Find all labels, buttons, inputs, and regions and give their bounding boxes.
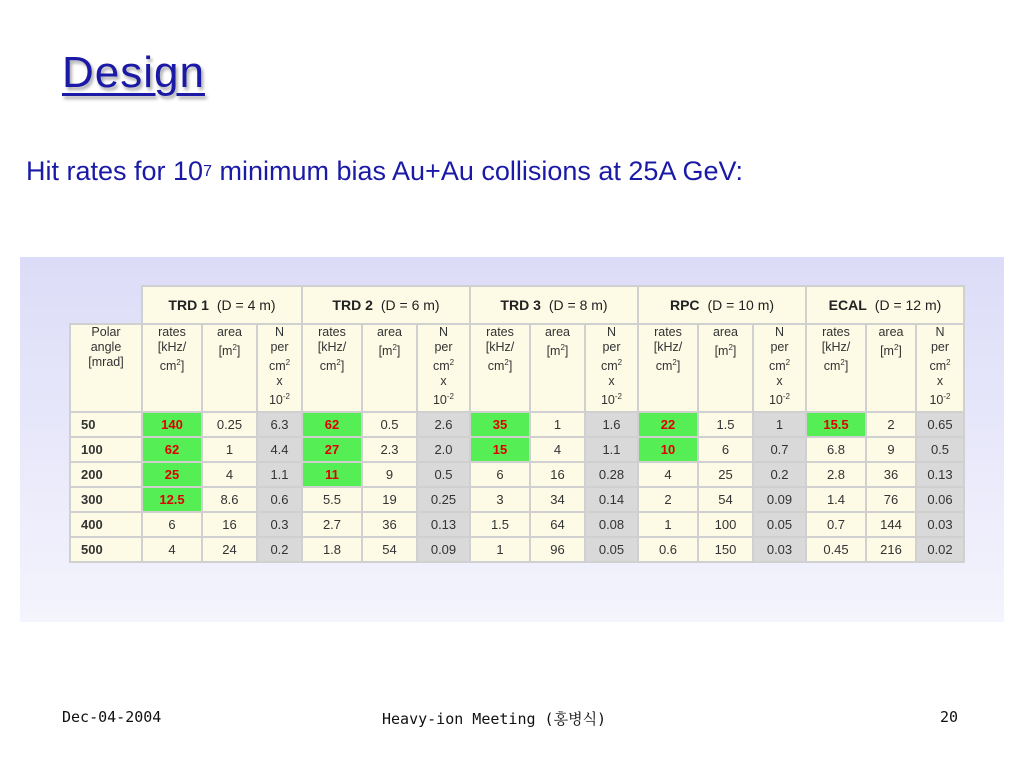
n-cell: 0.09 bbox=[417, 537, 470, 562]
rate-cell: 11 bbox=[302, 462, 362, 487]
rate-cell: 1.5 bbox=[470, 512, 530, 537]
area-cell: 54 bbox=[362, 537, 417, 562]
n-cell: 2.0 bbox=[417, 437, 470, 462]
area-cell: 0.5 bbox=[362, 412, 417, 437]
area-cell: 96 bbox=[530, 537, 585, 562]
rate-cell: 2.8 bbox=[806, 462, 866, 487]
polar-angle-cell: 200 bbox=[70, 462, 142, 487]
slide-title: Design bbox=[62, 48, 205, 97]
detector-header-row bbox=[70, 286, 964, 324]
subtitle-suffix: minimum bias Au+Au collisions at 25A GeV: bbox=[211, 156, 743, 186]
n-cell: 6.3 bbox=[257, 412, 302, 437]
rate-cell: 62 bbox=[142, 437, 202, 462]
area-header: area $[m^2]$ bbox=[202, 324, 257, 412]
rate-cell: 15 bbox=[470, 437, 530, 462]
rate-cell: 3 bbox=[470, 487, 530, 512]
footer-page-number: 20 bbox=[940, 708, 959, 726]
area-cell: 150 bbox=[698, 537, 753, 562]
area-cell: 36 bbox=[362, 512, 417, 537]
rate-cell: 1.8 bbox=[302, 537, 362, 562]
area-cell: 0.25 bbox=[202, 412, 257, 437]
rate-cell: 4 bbox=[638, 462, 698, 487]
n-cell: 0.02 bbox=[916, 537, 964, 562]
rates-header: rates [kHz/ $cm^2$] bbox=[142, 324, 202, 412]
detector-header: ECAL (D = 12 m) bbox=[806, 286, 964, 324]
detector-header: RPC (D = 10 m) bbox=[638, 286, 806, 324]
area-cell: 100 bbox=[698, 512, 753, 537]
area-cell: 9 bbox=[362, 462, 417, 487]
n-cell: 0.28 bbox=[585, 462, 638, 487]
area-cell: 64 bbox=[530, 512, 585, 537]
n-cell: 0.5 bbox=[916, 437, 964, 462]
table-body bbox=[70, 412, 964, 562]
polar-angle-cell: 50 bbox=[70, 412, 142, 437]
area-cell: 9 bbox=[866, 437, 916, 462]
n-per-cm2-header: N per $cm^2$ x $10^{-2}$ bbox=[585, 324, 638, 412]
n-cell: 0.03 bbox=[753, 537, 806, 562]
table-row bbox=[70, 537, 964, 562]
subtitle-prefix: Hit rates for 10 bbox=[26, 156, 204, 186]
rate-cell: 2 bbox=[638, 487, 698, 512]
n-cell: 0.06 bbox=[916, 487, 964, 512]
rate-cell: 15.5 bbox=[806, 412, 866, 437]
slide-subtitle bbox=[26, 156, 743, 187]
area-header: area $[m^2]$ bbox=[866, 324, 916, 412]
n-per-cm2-header: N per $cm^2$ x $10^{-2}$ bbox=[753, 324, 806, 412]
polar-angle-header: Polar angle [mrad] bbox=[70, 324, 142, 412]
rates-header: rates [kHz/ $cm^2$] bbox=[302, 324, 362, 412]
rate-cell: 25 bbox=[142, 462, 202, 487]
rate-cell: 2.7 bbox=[302, 512, 362, 537]
n-cell: 0.5 bbox=[417, 462, 470, 487]
area-cell: 54 bbox=[698, 487, 753, 512]
table-row bbox=[70, 512, 964, 537]
area-cell: 1.5 bbox=[698, 412, 753, 437]
rate-cell: 4 bbox=[142, 537, 202, 562]
area-cell: 216 bbox=[866, 537, 916, 562]
rates-header: rates [kHz/ $cm^2$] bbox=[806, 324, 866, 412]
n-cell: 0.13 bbox=[916, 462, 964, 487]
polar-angle-cell: 100 bbox=[70, 437, 142, 462]
table-row bbox=[70, 437, 964, 462]
empty-corner bbox=[70, 286, 142, 324]
area-cell: 2 bbox=[866, 412, 916, 437]
table-row bbox=[70, 487, 964, 512]
detector-header: TRD 1 (D = 4 m) bbox=[142, 286, 302, 324]
area-cell: 144 bbox=[866, 512, 916, 537]
table-row bbox=[70, 412, 964, 437]
n-cell: 0.05 bbox=[585, 537, 638, 562]
rate-cell: 62 bbox=[302, 412, 362, 437]
n-cell: 0.25 bbox=[417, 487, 470, 512]
area-header: area $[m^2]$ bbox=[698, 324, 753, 412]
subtitle-exponent: 7 bbox=[203, 163, 212, 180]
n-cell: 0.7 bbox=[753, 437, 806, 462]
rate-cell: 1 bbox=[470, 537, 530, 562]
area-cell: 24 bbox=[202, 537, 257, 562]
area-header: area $[m^2]$ bbox=[530, 324, 585, 412]
area-cell: 2.3 bbox=[362, 437, 417, 462]
n-cell: 1.6 bbox=[585, 412, 638, 437]
rates-header: rates [kHz/ $cm^2$] bbox=[638, 324, 698, 412]
n-cell: 0.2 bbox=[753, 462, 806, 487]
area-cell: 16 bbox=[202, 512, 257, 537]
rate-cell: 6.8 bbox=[806, 437, 866, 462]
n-cell: 0.14 bbox=[585, 487, 638, 512]
n-cell: 2.6 bbox=[417, 412, 470, 437]
area-cell: 4 bbox=[202, 462, 257, 487]
n-cell: 0.3 bbox=[257, 512, 302, 537]
rate-cell: 140 bbox=[142, 412, 202, 437]
n-per-cm2-header: N per $cm^2$ x $10^{-2}$ bbox=[417, 324, 470, 412]
area-cell: 76 bbox=[866, 487, 916, 512]
area-cell: 25 bbox=[698, 462, 753, 487]
rate-cell: 6 bbox=[142, 512, 202, 537]
polar-angle-cell: 300 bbox=[70, 487, 142, 512]
area-cell: 4 bbox=[530, 437, 585, 462]
n-cell: 0.03 bbox=[916, 512, 964, 537]
rates-header: rates [kHz/ $cm^2$] bbox=[470, 324, 530, 412]
column-header-row bbox=[70, 324, 964, 412]
detector-header: TRD 3 (D = 8 m) bbox=[470, 286, 638, 324]
n-cell: 0.05 bbox=[753, 512, 806, 537]
rate-cell: 0.45 bbox=[806, 537, 866, 562]
rate-cell: 0.7 bbox=[806, 512, 866, 537]
n-cell: 0.08 bbox=[585, 512, 638, 537]
area-cell: 16 bbox=[530, 462, 585, 487]
rate-cell: 1 bbox=[638, 512, 698, 537]
table-row bbox=[70, 462, 964, 487]
area-cell: 1 bbox=[530, 412, 585, 437]
n-per-cm2-header: N per $cm^2$ x $10^{-2}$ bbox=[257, 324, 302, 412]
n-cell: 1.1 bbox=[257, 462, 302, 487]
area-cell: 34 bbox=[530, 487, 585, 512]
rate-cell: 6 bbox=[470, 462, 530, 487]
rate-cell: 10 bbox=[638, 437, 698, 462]
footer-date: Dec-04-2004 bbox=[62, 708, 162, 726]
area-cell: 8.6 bbox=[202, 487, 257, 512]
area-cell: 19 bbox=[362, 487, 417, 512]
n-cell: 0.6 bbox=[257, 487, 302, 512]
n-cell: 0.09 bbox=[753, 487, 806, 512]
rate-cell: 0.6 bbox=[638, 537, 698, 562]
n-cell: 0.65 bbox=[916, 412, 964, 437]
n-cell: 0.13 bbox=[417, 512, 470, 537]
detector-header: TRD 2 (D = 6 m) bbox=[302, 286, 470, 324]
rate-cell: 27 bbox=[302, 437, 362, 462]
area-cell: 1 bbox=[202, 437, 257, 462]
hit-rate-table bbox=[69, 285, 965, 563]
polar-angle-cell: 500 bbox=[70, 537, 142, 562]
n-cell: 4.4 bbox=[257, 437, 302, 462]
area-cell: 6 bbox=[698, 437, 753, 462]
n-cell: 1.1 bbox=[585, 437, 638, 462]
rate-cell: 22 bbox=[638, 412, 698, 437]
n-per-cm2-header: N per $cm^2$ x $10^{-2}$ bbox=[916, 324, 964, 412]
n-cell: 1 bbox=[753, 412, 806, 437]
n-cell: 0.2 bbox=[257, 537, 302, 562]
rate-cell: 12.5 bbox=[142, 487, 202, 512]
rate-cell: 35 bbox=[470, 412, 530, 437]
footer-title: Heavy-ion Meeting (홍병식) bbox=[382, 710, 607, 728]
rate-cell: 1.4 bbox=[806, 487, 866, 512]
polar-angle-cell: 400 bbox=[70, 512, 142, 537]
area-header: area $[m^2]$ bbox=[362, 324, 417, 412]
area-cell: 36 bbox=[866, 462, 916, 487]
rate-cell: 5.5 bbox=[302, 487, 362, 512]
